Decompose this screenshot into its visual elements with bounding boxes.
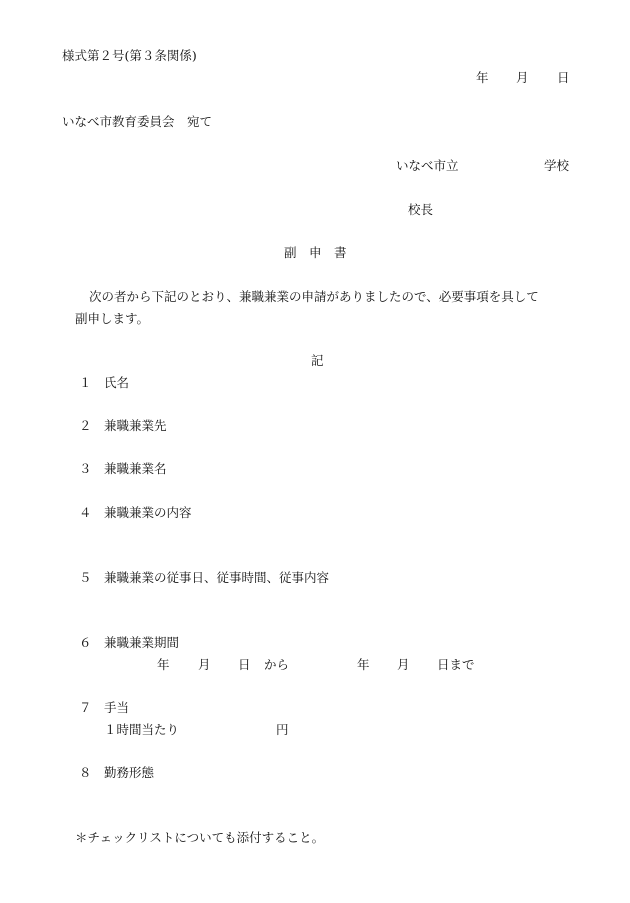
item-number: ８ bbox=[79, 765, 92, 780]
period-from-month: 月 bbox=[198, 657, 211, 672]
allowance-yen: 円 bbox=[276, 722, 289, 737]
ki-heading: 記 bbox=[311, 353, 324, 368]
body-line-1: 次の者から下記のとおり、兼職兼業の申請がありましたので、必要事項を具して bbox=[89, 289, 539, 304]
item-label: 兼職兼業先 bbox=[104, 418, 167, 433]
item-number: ７ bbox=[79, 700, 92, 715]
item-label: 兼職兼業の内容 bbox=[104, 505, 192, 520]
item-label: 兼職兼業の従事日、従事時間、従事内容 bbox=[104, 570, 330, 585]
item-label: 兼職兼業期間 bbox=[104, 635, 180, 650]
item-label: 氏名 bbox=[104, 375, 130, 390]
date-day: 日 bbox=[557, 70, 570, 85]
item-number: ３ bbox=[79, 461, 92, 476]
principal: 校長 bbox=[408, 202, 434, 217]
form-label: 様式第２号(第３条関係) bbox=[62, 48, 197, 63]
body-line-2: 副申します。 bbox=[75, 311, 150, 326]
item-number: １ bbox=[79, 375, 92, 390]
item-number: ２ bbox=[79, 418, 92, 433]
item-number: ６ bbox=[79, 635, 92, 650]
school-prefix: いなべ市立 bbox=[396, 158, 459, 173]
document-title: 副 申 書 bbox=[284, 245, 347, 260]
period-to-year: 年 bbox=[357, 657, 370, 672]
date-year: 年 bbox=[476, 70, 489, 85]
period-from-day: 日 bbox=[238, 657, 251, 672]
item-label: 勤務形態 bbox=[104, 765, 155, 780]
attachment-note: ＊チェックリストについても添付すること。 bbox=[75, 830, 325, 845]
period-to-month: 月 bbox=[397, 657, 410, 672]
allowance-per-hour: １時間当たり bbox=[104, 722, 180, 737]
item-number: ４ bbox=[79, 505, 92, 520]
period-to-day: 日まで bbox=[437, 657, 475, 672]
item-label: 兼職兼業名 bbox=[104, 461, 167, 476]
item-label: 手当 bbox=[104, 700, 130, 715]
period-from-year: 年 bbox=[157, 657, 170, 672]
recipient: いなべ市教育委員会 宛て bbox=[62, 114, 213, 129]
period-kara: から bbox=[264, 657, 290, 672]
item-number: ５ bbox=[79, 570, 92, 585]
school-suffix: 学校 bbox=[544, 158, 570, 173]
date-month: 月 bbox=[516, 70, 529, 85]
